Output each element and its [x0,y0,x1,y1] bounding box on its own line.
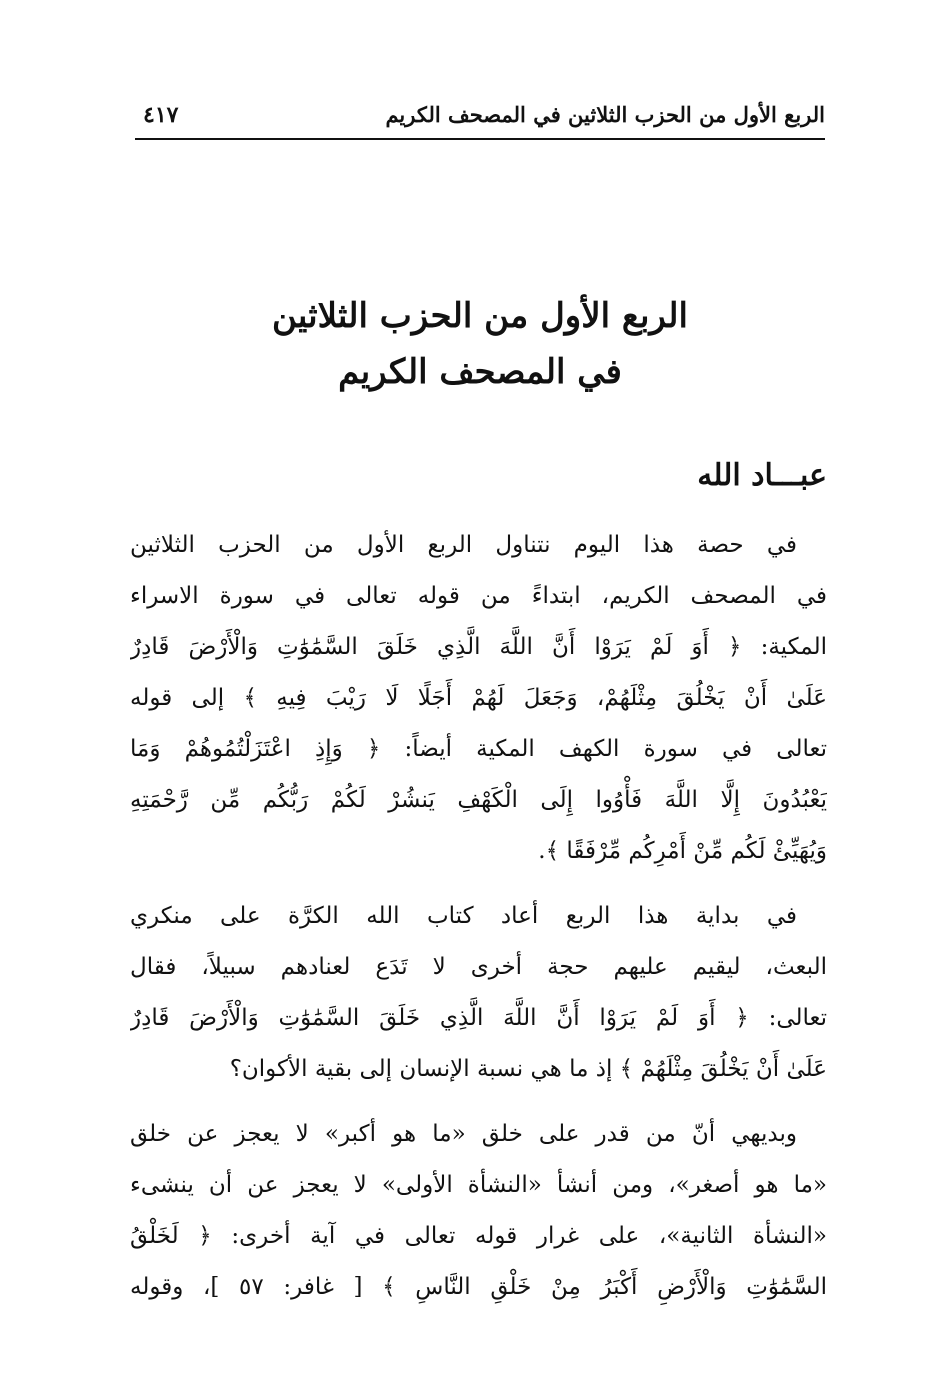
text-line: البعث، ليقيم عليهم حجة أخرى لا تَدَع لعنادهم سبيلاً، فقال [130,954,827,980]
text-line: تعالى: ﴿ أَوَ لَمْ يَرَوْا أَنَّ اللَّهَ الَّذِي خَلَقَ السَّمَٰوَٰتِ وَالْأَرْضَ قَادِرٌ [130,1005,827,1031]
text-line: «ما هو أصغر»، ومن أنشأ «النشأة الأولى» لا يعجز عن أن ينشىء [130,1172,827,1198]
text-line: المكية: ﴿ أَوَ لَمْ يَرَوْا أَنَّ اللَّهَ الَّذِي خَلَقَ السَّمَٰوَٰتِ وَالْأَرْضَ قَادِرٌ [130,634,827,660]
text-line: وبديهي أنّ من قدر على خلق «ما هو أكبر» لا يعجز عن خلق [130,1121,797,1147]
running-header [135,100,825,140]
paragraph-1 [130,520,827,877]
text-line: يَعْبُدُونَ إِلَّا اللَّهَ فَأْوُوا إِلَى الْكَهْفِ يَنشُرْ لَكُمْ رَبُّكُم مِّن رَّحْمَتِهِ [130,787,827,813]
paragraph-2 [130,891,827,1095]
paragraph-3 [130,1109,827,1313]
body-text [130,520,827,1327]
text-line: السَّمَٰوَٰتِ وَالْأَرْضِ أَكْبَرُ مِنْ خَلْقِ النَّاسِ ﴾ [ غافر: ٥٧ ]، وقوله [130,1274,827,1300]
text-line: عَلَىٰ أَنْ يَخْلُقَ مِثْلَهُمْ، وَجَعَلَ لَهُمْ أَجَلًا لَا رَيْبَ فِيهِ ﴾ إلى قوله [130,685,827,711]
text-line: «النشأة الثانية»، على غرار قوله تعالى في آية أخرى: ﴿ لَخَلْقُ [130,1223,827,1249]
text-line: في المصحف الكريم، ابتداءً من قوله تعالى في سورة الاسراء [130,583,827,609]
section-heading: عبـــاد الله [697,458,827,493]
chapter-title-line-1: الربع الأول من الحزب الثلاثين [271,296,688,336]
text-line: تعالى في سورة الكهف المكية أيضاً: ﴿ وَإِذِ اعْتَزَلْتُمُوهُمْ وَمَا [130,736,827,762]
running-title: الربع الأول من الحزب الثلاثين في المصحف الكريم [385,102,825,127]
page-number: ٤١٧ [143,102,179,128]
text-line: في حصة هذا اليوم نتناول الربع الأول من الحزب الثلاثين [130,532,797,558]
chapter-title-line-2: في المصحف الكريم [338,352,622,392]
text-line: وَيُهَيِّئْ لَكُم مِّنْ أَمْرِكُم مِّرْفَقًا ﴾. [538,838,827,864]
chapter-title [135,288,825,400]
text-line: في بداية هذا الربع أعاد كتاب الله الكرَّة على منكري [130,903,797,929]
text-line: عَلَىٰ أَنْ يَخْلُقَ مِثْلَهُمْ ﴾ إذ ما هي نسبة الإنسان إلى بقية الأكوان؟ [229,1056,827,1082]
